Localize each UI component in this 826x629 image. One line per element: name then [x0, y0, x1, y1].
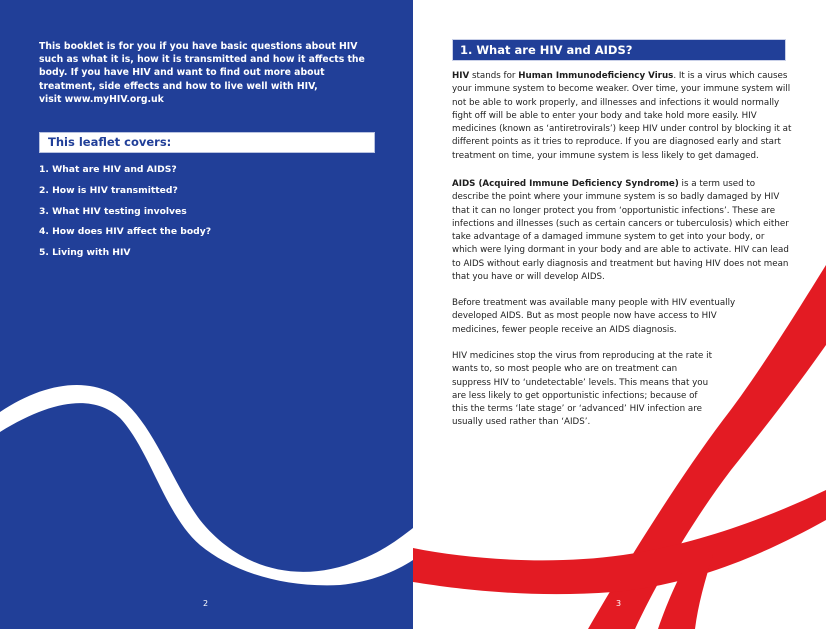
- p2-text: is a term used to describe the point where your immune system is so badly damaged by HIV that it can no longer protect you from ‘opportunistic infections’. These are infections and illnesses (such as certain cancers or tuberculosis) which either take advantage of a damaged immune system to get into your body, or which were lying dormant in your body and are able to activate. HIV can lead to AIDS without early diagnosis and treatment but having HIV does not mean that you have or will develop AIDS.: [452, 179, 789, 283]
- table-of-contents: [39, 163, 211, 267]
- toc-item-2[interactable]: 2. How is HIV transmitted?: [39, 184, 178, 196]
- p1-connector: stands for: [469, 71, 519, 81]
- toc-item-3[interactable]: 3. What HIV testing involves: [39, 205, 187, 217]
- paragraph-hiv-definition: [452, 70, 792, 163]
- toc-item-4[interactable]: 4. How does HIV affect the body?: [39, 226, 212, 238]
- toc-item-5[interactable]: 5. Living with HIV: [39, 247, 131, 259]
- paragraph-aids-definition: [452, 178, 792, 284]
- intro-paragraph: [39, 40, 384, 106]
- intro-website-link[interactable]: visit www.myHIV.org.uk: [39, 93, 164, 105]
- leaflet-covers-heading: This leaflet covers:: [39, 132, 375, 153]
- paragraph-undetectable: HIV medicines stop the virus from reproducing at the rate it wants to, so most people who are on treatment can suppress HIV to ‘undetectable’ levels. This means that you are less likely to get opportunistic infections; because of this the terms ‘late stage’ or ‘advanced’ HIV infection are usually used rather than ‘AIDS’.: [452, 351, 712, 428]
- p1-text: . It is a virus which causes your immune system to become weaker. Over time, your immune system will not be able to work properly, and illnesses and infections it would normally fight off will be able to enter your body and take hold more easily. HIV medicines (known as ‘antiretrovirals’) keep HIV under control by blocking it at different points as it tries to reproduce. If you are diagnosed early and start treatment on time, your immune system is less likely to get damaged.: [452, 71, 792, 161]
- page-number-left: 2: [203, 599, 209, 608]
- paragraph-treatment-history: Before treatment was available many people with HIV eventually developed AIDS. But as most people now have access to HIV medicines, fewer people receive an AIDS diagnosis.: [452, 298, 736, 335]
- term-hiv-expansion: Human Immunodeficiency Virus: [518, 71, 674, 81]
- term-hiv: HIV: [452, 71, 470, 81]
- page-number-right: 3: [616, 599, 622, 608]
- toc-item-1[interactable]: 1. What are HIV and AIDS?: [39, 164, 177, 175]
- section-title-bar: 1. What are HIV and AIDS?: [452, 39, 786, 61]
- term-aids: AIDS (Acquired Immune Deficiency Syndrome): [452, 179, 679, 189]
- intro-text: This booklet is for you if you have basic questions about HIV such as what it is, how it is transmitted and how it affects the body. If you have HIV and want to find out more about treatment, side effects and how to live well with HIV,: [39, 41, 365, 92]
